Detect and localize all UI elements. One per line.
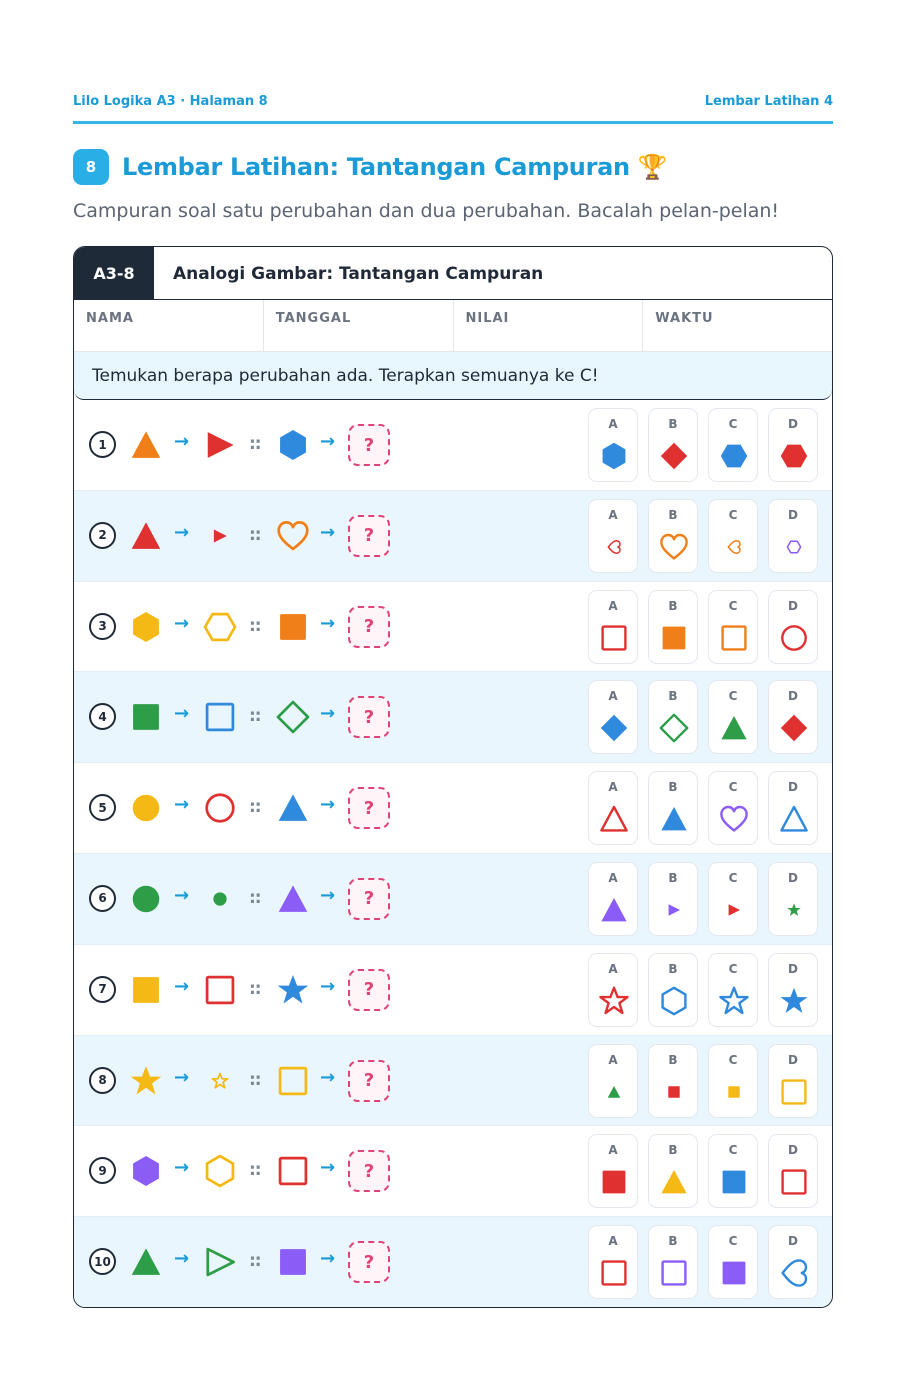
- square-icon: [719, 623, 749, 653]
- analogy-separator-icon: ::: [249, 434, 261, 454]
- circle-icon: [129, 791, 163, 825]
- analogy-separator-icon: ::: [249, 706, 261, 727]
- arrow-right-icon: →: [174, 794, 190, 816]
- answer-option[interactable]: [768, 590, 818, 664]
- heart-icon: [659, 532, 689, 562]
- field-score[interactable]: NILAI: [454, 300, 644, 351]
- running-header: [73, 90, 833, 112]
- triangle-icon: [129, 1245, 163, 1279]
- square-icon: [719, 1258, 749, 1288]
- problem-row: [74, 1036, 832, 1127]
- answer-option[interactable]: [708, 862, 758, 936]
- answer-placeholder: ?: [348, 1060, 390, 1102]
- problem-number: 4: [89, 703, 116, 730]
- square-icon: [779, 1167, 809, 1197]
- answer-option[interactable]: [588, 1225, 638, 1299]
- option-letter: D: [788, 780, 798, 795]
- answer-option[interactable]: [708, 499, 758, 573]
- answer-option[interactable]: [648, 1134, 698, 1208]
- square-icon: [659, 1077, 689, 1107]
- answer-placeholder: ?: [348, 1150, 390, 1192]
- option-letter: C: [728, 598, 738, 613]
- option-letter: C: [728, 1143, 738, 1158]
- diamond-icon: [599, 713, 629, 743]
- star-icon: [129, 1064, 163, 1098]
- arrow-right-icon: →: [320, 431, 336, 452]
- answer-placeholder: ?: [348, 787, 390, 829]
- answer-placeholder: ?: [348, 1241, 390, 1283]
- arrow-right-icon: →: [320, 975, 336, 997]
- answer-option[interactable]: [768, 1134, 818, 1208]
- option-letter: A: [608, 417, 618, 431]
- triangle-right-icon: [203, 428, 237, 462]
- hexagon-icon: [276, 428, 310, 462]
- square-icon: [599, 1167, 629, 1197]
- option-letter: A: [608, 961, 618, 976]
- analogy-separator-icon: ::: [249, 1069, 261, 1090]
- problem-row: [74, 400, 832, 491]
- worksheet-title: Analogi Gambar: Tantangan Campuran: [173, 263, 544, 284]
- option-letter: B: [668, 417, 678, 431]
- arrow-right-icon: →: [174, 884, 190, 906]
- triangle-icon: [276, 882, 310, 916]
- answer-option[interactable]: [588, 590, 638, 664]
- option-letter: B: [668, 689, 678, 704]
- triangle-icon: [719, 713, 749, 743]
- hexagon-icon: [129, 610, 163, 644]
- answer-option[interactable]: [708, 771, 758, 845]
- heart-left-icon: [599, 532, 629, 562]
- arrow-right-icon: →: [174, 431, 190, 452]
- hexagon-icon: [129, 1154, 163, 1188]
- diamond-icon: [659, 441, 689, 471]
- analogy-separator-icon: ::: [249, 1160, 261, 1181]
- answer-option[interactable]: [768, 1044, 818, 1118]
- analogy-separator-icon: ::: [249, 887, 261, 908]
- answer-option[interactable]: [648, 680, 698, 754]
- page-title: Lembar Latihan: Tantangan Campuran: [122, 153, 630, 181]
- arrow-right-icon: →: [174, 975, 190, 997]
- answer-option[interactable]: [588, 862, 638, 936]
- option-letter: B: [668, 961, 678, 976]
- option-letter: B: [668, 870, 678, 885]
- star-icon: [599, 986, 629, 1016]
- answer-option[interactable]: [588, 1044, 638, 1118]
- option-letter: C: [728, 417, 738, 431]
- answer-placeholder: ?: [348, 969, 390, 1011]
- answer-option[interactable]: [588, 771, 638, 845]
- arrow-right-icon: →: [320, 703, 336, 725]
- option-letter: A: [608, 870, 618, 885]
- arrow-right-icon: →: [320, 884, 336, 906]
- answer-option[interactable]: [588, 408, 638, 482]
- triangle-icon: [599, 1077, 629, 1107]
- answer-option[interactable]: [588, 680, 638, 754]
- answer-option[interactable]: [708, 1044, 758, 1118]
- option-letter: D: [788, 417, 798, 431]
- header-book-title: Lilo Logika A3 · Halaman 8: [73, 93, 268, 109]
- heart-left-icon: [779, 1258, 809, 1288]
- answer-option[interactable]: [588, 499, 638, 573]
- answer-option[interactable]: [768, 771, 818, 845]
- answer-placeholder: ?: [348, 878, 390, 920]
- option-letter: D: [788, 1234, 798, 1249]
- triangle-icon: [276, 791, 310, 825]
- square-icon: [719, 1167, 749, 1197]
- problem-row: [74, 672, 832, 763]
- option-letter: A: [608, 598, 618, 613]
- header-divider: [73, 121, 833, 124]
- problem-number: 6: [89, 885, 116, 912]
- problem-number: 10: [89, 1248, 116, 1275]
- answer-placeholder: ?: [348, 515, 390, 557]
- arrow-right-icon: →: [320, 794, 336, 816]
- section-number-badge: 8: [73, 149, 109, 185]
- problem-number: 3: [89, 613, 116, 640]
- problem-row: [74, 491, 832, 582]
- star-icon: [779, 895, 809, 925]
- problem-number: 7: [89, 976, 116, 1003]
- worksheet-code: A3-8: [74, 247, 154, 300]
- option-letter: C: [728, 689, 738, 704]
- diamond-icon: [779, 713, 809, 743]
- square-icon: [276, 1154, 310, 1188]
- answer-option[interactable]: [648, 499, 698, 573]
- header-sheet-label: Lembar Latihan 4: [704, 93, 833, 109]
- triangle-icon: [659, 804, 689, 834]
- square-icon: [599, 623, 629, 653]
- arrow-right-icon: →: [174, 1066, 190, 1088]
- option-letter: A: [608, 780, 618, 795]
- answer-option[interactable]: [768, 1225, 818, 1299]
- square-icon: [719, 1077, 749, 1107]
- option-letter: A: [608, 1052, 618, 1067]
- option-letter: B: [668, 1143, 678, 1158]
- option-letter: B: [668, 1052, 678, 1067]
- hexagon-flat-icon: [719, 441, 749, 471]
- arrow-right-icon: →: [174, 703, 190, 725]
- hexagon-icon: [203, 1154, 237, 1188]
- triangle-icon: [599, 804, 629, 834]
- answer-option[interactable]: [648, 862, 698, 936]
- section-title: [73, 148, 668, 186]
- option-letter: B: [668, 507, 678, 522]
- triangle-icon: [129, 428, 163, 462]
- arrow-right-icon: →: [174, 612, 190, 634]
- answer-placeholder: ?: [348, 606, 390, 648]
- problem-number: 1: [89, 431, 116, 458]
- triangle-right-icon: [659, 895, 689, 925]
- problem-number: 9: [89, 1157, 116, 1184]
- option-letter: C: [728, 780, 738, 795]
- option-letter: D: [788, 598, 798, 613]
- problem-number: 5: [89, 794, 116, 821]
- answer-option[interactable]: [648, 408, 698, 482]
- answer-option[interactable]: [768, 499, 818, 573]
- option-letter: C: [728, 507, 738, 522]
- square-icon: [659, 623, 689, 653]
- star-icon: [719, 986, 749, 1016]
- problem-number: 8: [89, 1067, 116, 1094]
- problem-list: [74, 400, 832, 1308]
- problem-row: [74, 854, 832, 945]
- answer-option[interactable]: [648, 953, 698, 1027]
- answer-option[interactable]: [708, 680, 758, 754]
- triangle-right-icon: [203, 1245, 237, 1279]
- circle-icon: [129, 882, 163, 916]
- square-icon: [659, 1258, 689, 1288]
- option-letter: B: [668, 1234, 678, 1249]
- arrow-right-icon: →: [320, 1157, 336, 1179]
- answer-option[interactable]: [708, 953, 758, 1027]
- option-letter: D: [788, 961, 798, 976]
- square-icon: [129, 973, 163, 1007]
- diamond-icon: [276, 700, 310, 734]
- analogy-separator-icon: ::: [249, 1251, 261, 1272]
- arrow-right-icon: →: [320, 1066, 336, 1088]
- circle-icon: [203, 882, 237, 916]
- worksheet-card: [73, 246, 833, 1308]
- answer-option[interactable]: [708, 1225, 758, 1299]
- analogy-separator-icon: ::: [249, 615, 261, 636]
- option-letter: D: [788, 507, 798, 522]
- answer-option[interactable]: [708, 1134, 758, 1208]
- arrow-right-icon: →: [174, 1248, 190, 1270]
- option-letter: A: [608, 507, 618, 522]
- answer-option[interactable]: [648, 1225, 698, 1299]
- hexagon-flat-icon: [203, 610, 237, 644]
- option-letter: B: [668, 780, 678, 795]
- trophy-icon: 🏆: [637, 153, 668, 181]
- problem-number: 2: [89, 522, 116, 549]
- answer-option[interactable]: [708, 590, 758, 664]
- analogy-separator-icon: ::: [249, 524, 261, 545]
- option-letter: D: [788, 1052, 798, 1067]
- square-icon: [276, 1245, 310, 1279]
- option-letter: A: [608, 689, 618, 704]
- problem-row: [74, 945, 832, 1036]
- hexagon-icon: [599, 441, 629, 471]
- instruction-text: Temukan berapa perubahan ada. Terapkan semuanya ke C!: [74, 352, 832, 400]
- option-letter: D: [788, 1143, 798, 1158]
- answer-option[interactable]: [768, 680, 818, 754]
- field-time[interactable]: WAKTU: [655, 311, 714, 326]
- answer-option[interactable]: [768, 953, 818, 1027]
- problem-row: [74, 1217, 832, 1308]
- problem-row: [74, 582, 832, 673]
- option-letter: A: [608, 1234, 618, 1249]
- option-letter: C: [728, 1234, 738, 1249]
- page-subtitle: Campuran soal satu perubahan dan dua perubahan. Bacalah pelan-pelan!: [73, 200, 780, 222]
- answer-option[interactable]: [768, 408, 818, 482]
- heart-icon: [719, 804, 749, 834]
- circle-icon: [779, 623, 809, 653]
- answer-option[interactable]: [648, 771, 698, 845]
- option-letter: C: [728, 1052, 738, 1067]
- option-letter: D: [788, 870, 798, 885]
- card-header: [74, 247, 832, 300]
- arrow-right-icon: →: [320, 612, 336, 634]
- answer-option[interactable]: [648, 590, 698, 664]
- answer-option[interactable]: [648, 1044, 698, 1118]
- square-icon: [129, 700, 163, 734]
- field-date[interactable]: TANGGAL: [264, 300, 454, 351]
- hexagon-flat-icon: [779, 441, 809, 471]
- heart-icon: [276, 519, 310, 553]
- triangle-icon: [599, 895, 629, 925]
- heart-left-icon: [719, 532, 749, 562]
- option-letter: C: [728, 961, 738, 976]
- option-letter: C: [728, 870, 738, 885]
- square-icon: [276, 1064, 310, 1098]
- answer-placeholder: ?: [348, 696, 390, 738]
- arrow-right-icon: →: [174, 521, 190, 543]
- triangle-icon: [779, 804, 809, 834]
- triangle-icon: [129, 519, 163, 553]
- answer-option[interactable]: [588, 953, 638, 1027]
- arrow-right-icon: →: [174, 1157, 190, 1179]
- problem-row: [74, 763, 832, 854]
- field-name[interactable]: NAMA: [74, 300, 264, 351]
- hexagon-icon: [659, 986, 689, 1016]
- answer-option[interactable]: [768, 862, 818, 936]
- square-icon: [276, 610, 310, 644]
- square-icon: [599, 1258, 629, 1288]
- answer-option[interactable]: [708, 408, 758, 482]
- triangle-right-icon: [719, 895, 749, 925]
- circle-icon: [203, 791, 237, 825]
- square-icon: [203, 700, 237, 734]
- diamond-icon: [659, 713, 689, 743]
- star-icon: [203, 1064, 237, 1098]
- star-icon: [779, 986, 809, 1016]
- option-letter: B: [668, 598, 678, 613]
- option-letter: D: [788, 689, 798, 704]
- analogy-separator-icon: ::: [249, 978, 261, 999]
- info-fields: [74, 300, 832, 352]
- triangle-right-icon: [203, 519, 237, 553]
- square-icon: [779, 1077, 809, 1107]
- hexagon-flat-icon: [779, 532, 809, 562]
- analogy-separator-icon: ::: [249, 797, 261, 818]
- triangle-icon: [659, 1167, 689, 1197]
- arrow-right-icon: →: [320, 521, 336, 543]
- option-letter: A: [608, 1143, 618, 1158]
- square-icon: [203, 973, 237, 1007]
- answer-placeholder: ?: [348, 424, 390, 466]
- arrow-right-icon: →: [320, 1248, 336, 1270]
- star-icon: [276, 973, 310, 1007]
- answer-option[interactable]: [588, 1134, 638, 1208]
- problem-row: [74, 1126, 832, 1217]
